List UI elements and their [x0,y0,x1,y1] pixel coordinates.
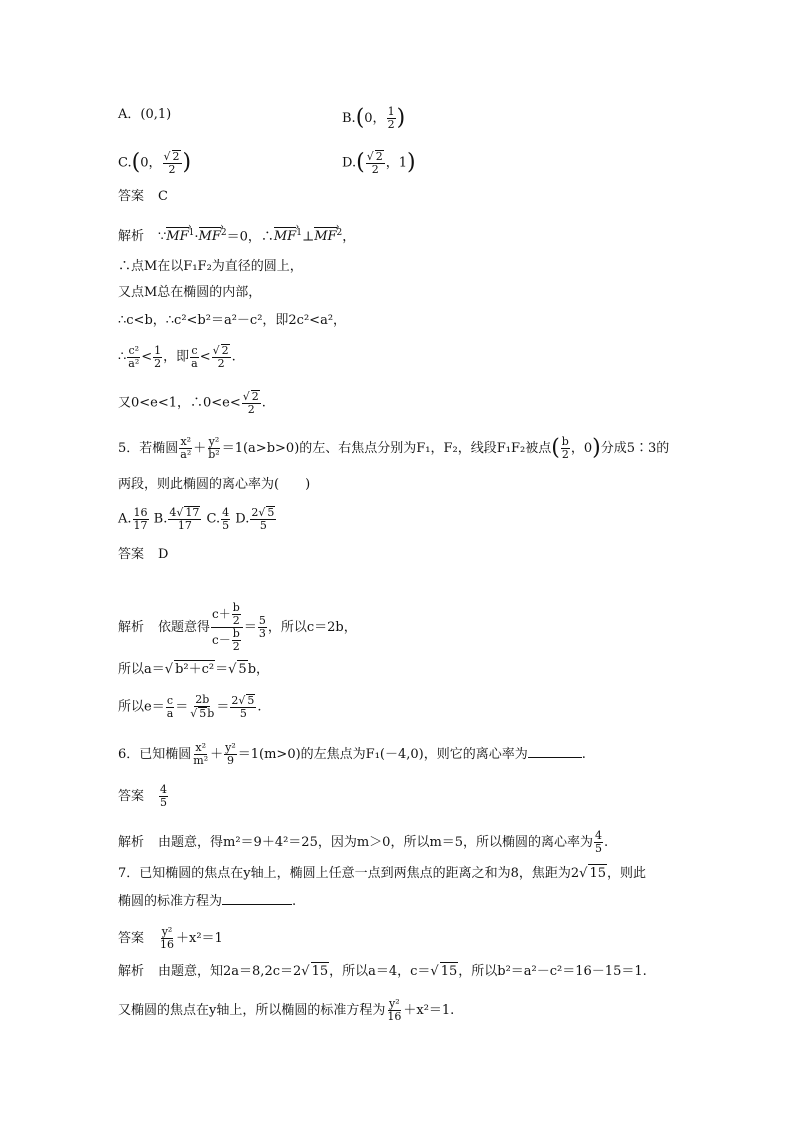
q7-stem-line-1: 7．已知椭圆的焦点在y轴上，椭圆上任意一点到两焦点的距离之和为8，焦距为2√ 15，则此 [118,864,646,883]
q7-analysis-line-1: 解析 由题意，知2a＝8,2c＝2√ 15，所以a＝4，c＝√ 15，所以b²＝a²－c²＝16－15＝1. [118,962,647,981]
q4-option-d-label: D. [342,155,357,171]
q5-analysis-line-1: 解析 依题意得 c＋ $\frac{b}{2}$ c－ $\frac{b}{2}$ ＝ $\frac{5}{3}$ ，所以c＝2b， [118,601,357,653]
answer-label: 答案 [118,931,145,946]
answer-value: C [158,189,168,204]
q5-option-d-label: D. [235,511,250,527]
q7-last-b: ＋x²＝1. [403,1003,455,1018]
q7-stem-c: 椭圆的标准方程为 [118,894,223,909]
q5-options: A. $\frac{16}{17}$ B. $\frac{4√ 17}{17}$ C. $\frac{4}{5}$ D. $\frac{2√ 5}{5}$ [118,506,277,532]
q5-analysis-line-3: 所以e＝ $\frac{c}{a}$ ＝ 2b √ 5b ＝ $\frac{2√ 5}{5}$ . [118,694,262,720]
q5-option-b-label: B. [153,511,168,527]
q7-answer: 答案 $\frac{\text{y²}}{16}$ ＋x²＝1 [118,925,223,951]
q4-analysis-line-4: ∴c<b，∴c²<b²＝a²－c²，即2c²<a²， [118,313,347,328]
q7-analysis-a: 由题意，知2a＝8,2c＝2 [158,964,302,979]
q4-analysis-line-1: 解析 ∵MF ›$^1$·MF ›$^2$＝0，∴MF ›$^1$⊥MF ›$^2$， [118,224,355,246]
q4-option-b: B.(0， $\frac{1}{2}$ ) [342,105,406,131]
analysis-label: 解析 [118,964,145,979]
analysis-label: 解析 [118,835,145,850]
q5-stem-b: ＝1(a>b>0)的左、右焦点分别为F₁，F₂，线段F₁F₂被点 [221,441,552,456]
q4-analysis-line-3: 又点M总在椭圆的内部， [118,285,262,300]
q7-analysis-line-2: 又椭圆的焦点在y轴上，所以椭圆的标准方程为 $\frac{\text{y²}}{16}$ ＋x²＝1. [118,997,455,1023]
q7-stem-line-2: 椭圆的标准方程为 . [118,894,297,909]
analysis-label: 解析 [118,229,145,245]
q5-option-a-label: A. [118,511,132,527]
q5-a3: 所以e＝ [118,699,165,715]
answer-label: 答案 [118,547,145,562]
q5-a1-pre: 依题意得 [158,620,211,635]
q7-last-a: 又椭圆的焦点在y轴上，所以椭圆的标准方程为 [118,1003,386,1018]
q5-answer [118,546,168,564]
q4-answer [118,188,168,206]
q7-stem-a: 7．已知椭圆的焦点在y轴上，椭圆上任意一点到两焦点的距离之和为8，焦距为2 [118,866,580,881]
q5-stem-c: 分成5∶3的 [600,441,670,456]
fill-blank[interactable] [222,892,292,905]
q4-option-d: D.( √ $\frac{2}{2}$ ，1) [342,150,416,176]
q4-analysis-line-5: ∴ $\frac{\text{c²}}{\text{a²}}$ < $\frac{1}{2}$ ，即 $\frac{c}{a}$ < √ $\frac{2}{2}$ . [118,344,236,370]
q4-analysis-line-2: ∴点M在以F₁F₂为直径的圆上， [118,259,303,274]
answer-value: D [158,547,169,562]
q4-analysis-line-6: 又0<e<1，∴0<e< √ $\frac{2}{2}$ . [118,390,266,416]
q6-stem-b: ＝1(m>0)的左焦点为F₁(－4,0)，则它的离心率为 [237,747,528,762]
q6-analysis-text: 由题意，得m²＝9＋4²＝25，因为m＞0，所以m＝5，所以椭圆的离心率为 [158,835,594,850]
q6-analysis: 解析 由题意，得m²＝9＋4²＝25，因为m＞0，所以m＝5，所以椭圆的离心率为 $\frac{4}{5}$ . [118,829,609,855]
q5-analysis-line-2: 所以a＝√ b²＋c²＝√ 5b， [118,660,269,679]
analysis-label: 解析 [118,620,145,635]
q5-a2: 所以a＝ [118,662,165,677]
q6-stem-a: 6．已知椭圆 [118,747,192,762]
q5-option-c-label: C. [206,511,221,527]
q5-stem-line-1: 5．若椭圆 $\frac{\text{x²}}{\text{a²}}$ ＋ $\frac{\text{y²}}{\text{b²}}$ ＝1(a>b>0)的左、右焦点分别为F₁，F₂，线段F₁F₂被点( $\frac{b}{2}$ ，0)分成5∶3的 [118,435,670,461]
q7-analysis-b: ，所以a＝4，c＝ [329,964,431,979]
q4-option-c-label: C. [118,155,132,171]
q4-l6: 又0<e<1，∴0<e< [118,395,241,411]
q6-stem: 6．已知椭圆 $\frac{\text{x²}}{\text{m²}}$ ＋ $\frac{\text{y²}}{9}$ ＝1(m>0)的左焦点为F₁(－4,0)，则它的离心率为 . [118,741,586,767]
q4-option-b-label: B. [342,111,356,126]
fill-blank[interactable] [528,745,582,758]
q6-answer: 答案 $\frac{4}{5}$ [118,783,168,809]
q5-stem-a: 5．若椭圆 [118,441,179,456]
answer-label: 答案 [118,189,145,204]
q4-l1-mid: ＝0，∴ [226,229,274,245]
q5-stem-line-2: 两段，则此椭圆的离心率为( ) [118,477,311,492]
q4-option-c: C.(0， √ $\frac{2}{2}$ ) [118,150,191,176]
answer-label: 答案 [118,789,145,804]
q4-l5-mid: ，即 [163,349,190,365]
q7-stem-b: ，则此 [607,866,647,881]
q4-option-a: A．(0,1) [118,107,172,122]
q5-a1-post: ，所以c＝2b， [267,620,357,635]
q7-analysis-c: ，所以b²＝a²－c²＝16－15＝1. [458,964,647,979]
